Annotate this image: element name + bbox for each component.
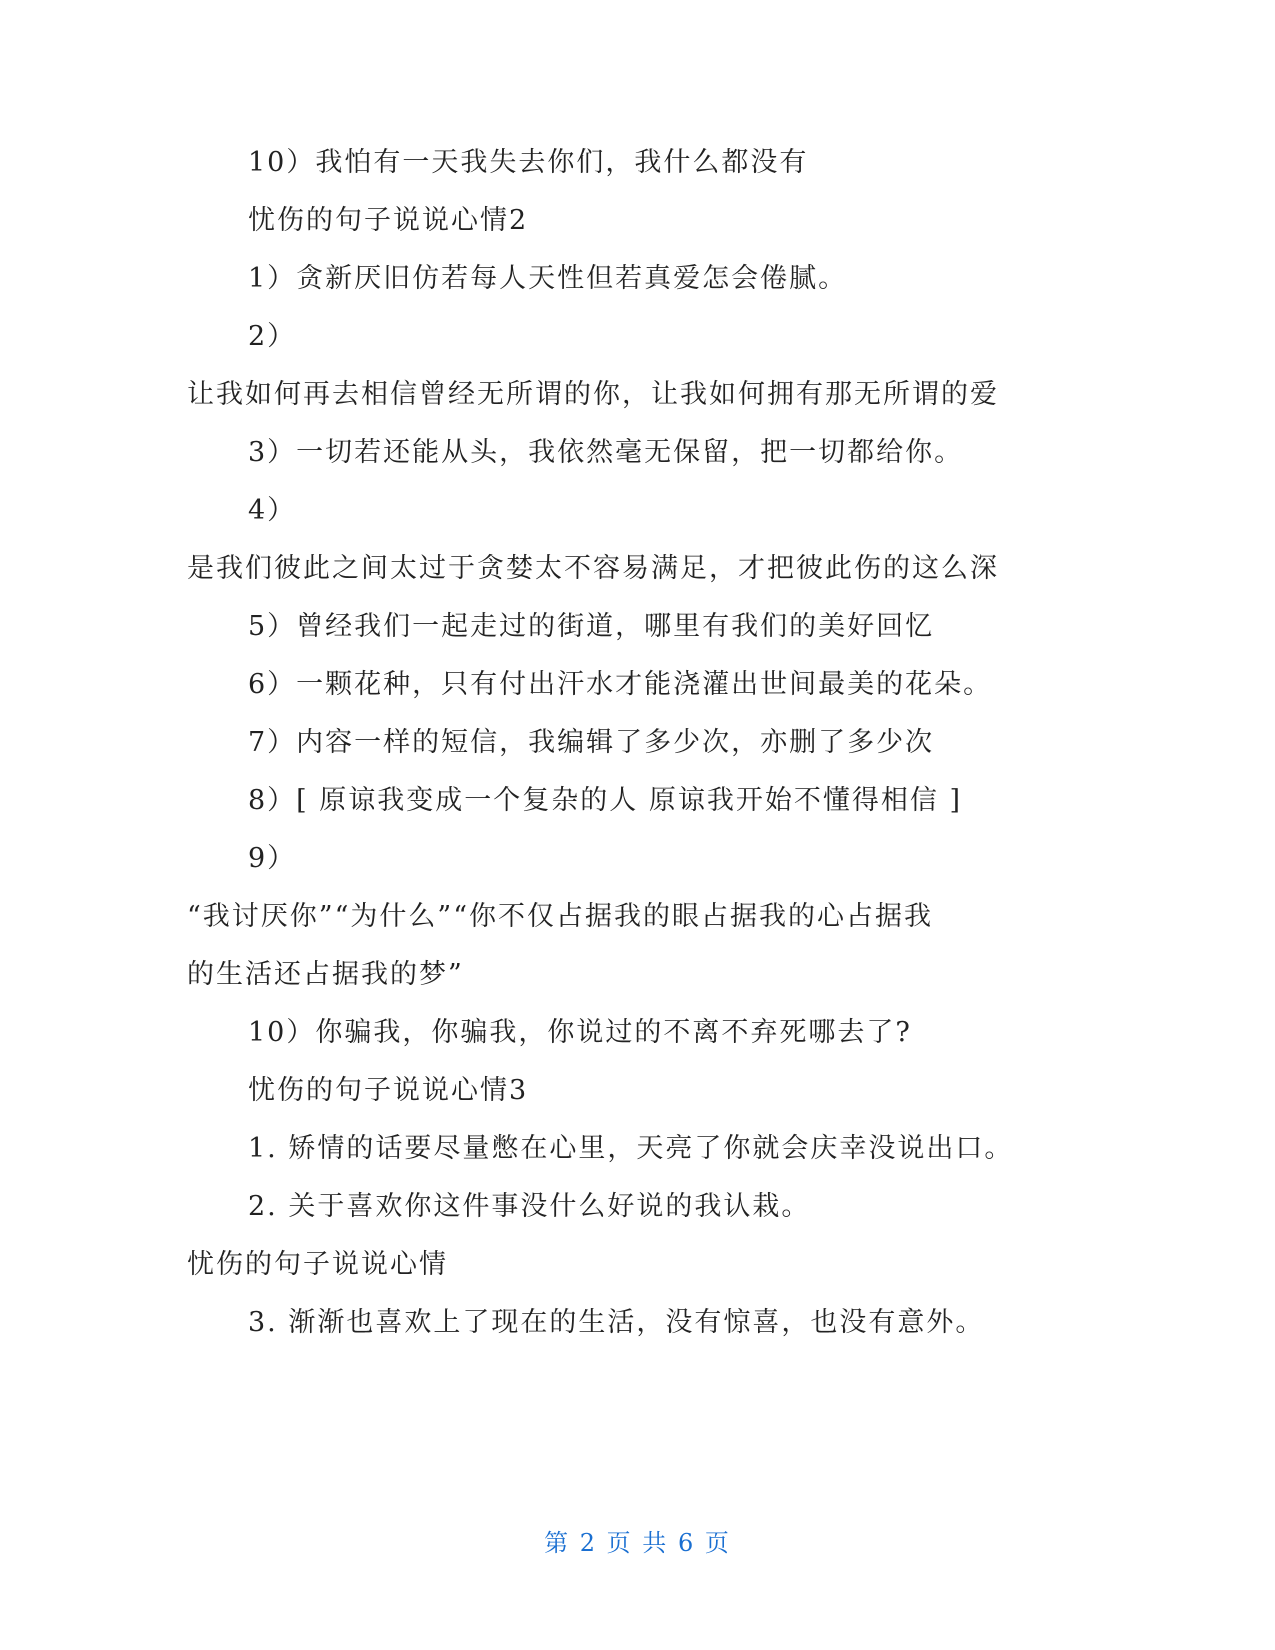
text-line: “我讨厌你”“为什么”“你不仅占据我的眼占据我的心占据我 bbox=[187, 901, 934, 932]
text-line: 7）内容一样的短信，我编辑了多少次，亦删了多少次 bbox=[248, 727, 935, 758]
text-line: 10）我怕有一天我失去你们，我什么都没有 bbox=[248, 147, 809, 178]
text-line: 3）一切若还能从头，我依然毫无保留，把一切都给你。 bbox=[248, 437, 964, 468]
section-heading: 忧伤的句子说说心情2 bbox=[248, 205, 529, 236]
text-line: 4） bbox=[248, 495, 297, 526]
text-line: 让我如何再去相信曾经无所谓的你，让我如何拥有那无所谓的爱 bbox=[187, 379, 999, 410]
text-line: 2） bbox=[248, 321, 297, 352]
text-line: 1）贪新厌旧仿若每人天性但若真爱怎会倦腻。 bbox=[248, 263, 848, 294]
text-line: 的生活还占据我的梦” bbox=[187, 959, 464, 990]
text-line: 1. 矫情的话要尽量憋在心里，天亮了你就会庆幸没说出口。 bbox=[248, 1133, 1014, 1164]
text-line: 6）一颗花种，只有付出汗水才能浇灌出世间最美的花朵。 bbox=[248, 669, 993, 700]
text-line: 10）你骗我，你骗我，你说过的不离不弃死哪去了? bbox=[248, 1017, 912, 1048]
section-heading: 忧伤的句子说说心情3 bbox=[248, 1075, 529, 1106]
section-heading: 忧伤的句子说说心情 bbox=[187, 1249, 448, 1280]
text-line: 5）曾经我们一起走过的街道，哪里有我们的美好回忆 bbox=[248, 611, 935, 642]
text-line: 8）[ 原谅我变成一个复杂的人 原谅我开始不懂得相信 ] bbox=[248, 785, 962, 816]
text-line: 2. 关于喜欢你这件事没什么好说的我认栽。 bbox=[248, 1191, 811, 1222]
text-line: 是我们彼此之间太过于贪婪太不容易满足，才把彼此伤的这么深 bbox=[187, 553, 999, 584]
page-number-footer: 第 2 页 共 6 页 bbox=[544, 1529, 731, 1557]
text-line: 9） bbox=[248, 843, 297, 874]
text-line: 3. 渐渐也喜欢上了现在的生活，没有惊喜，也没有意外。 bbox=[248, 1307, 985, 1338]
